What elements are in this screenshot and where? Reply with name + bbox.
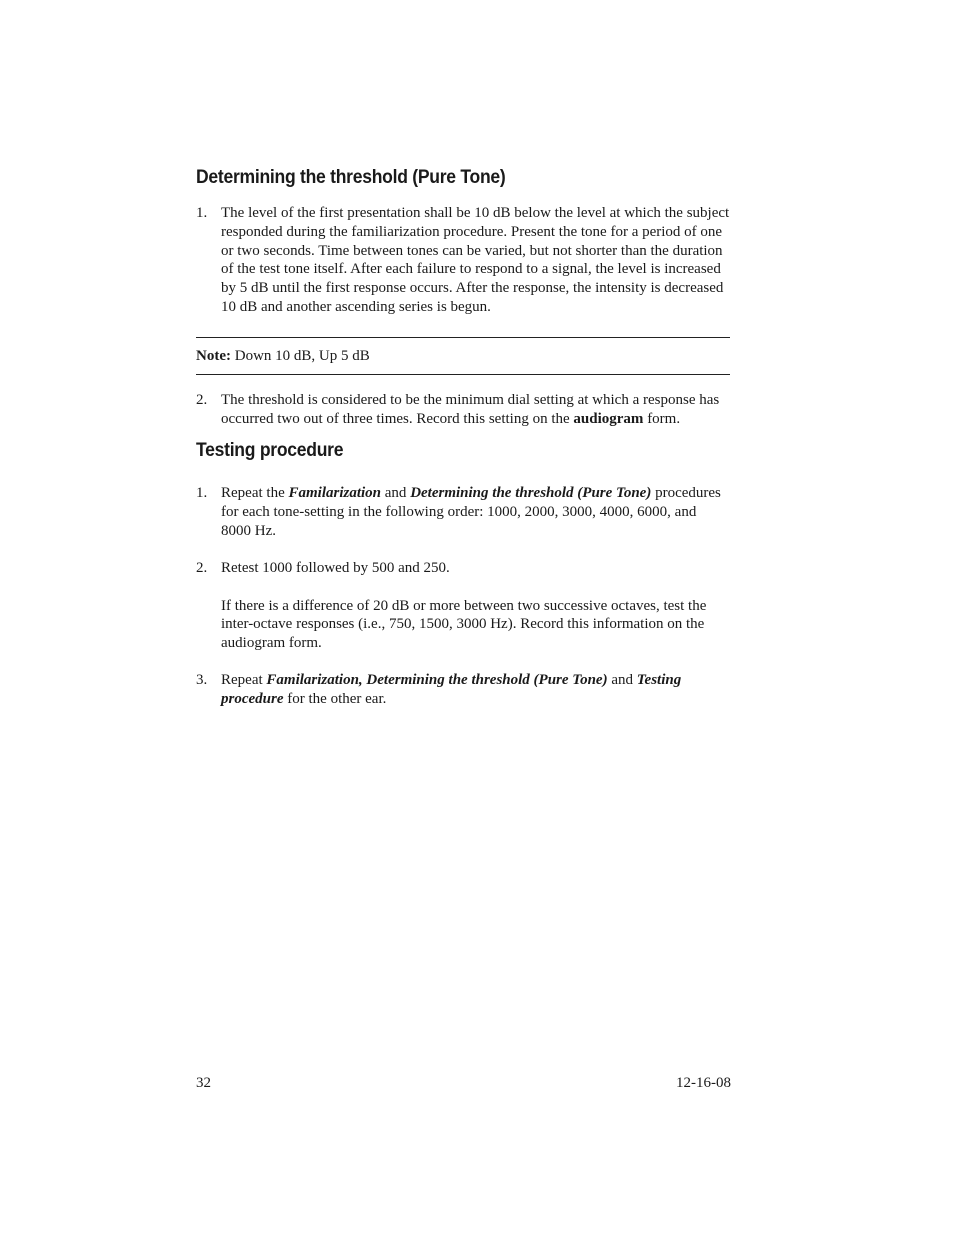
list-number: 2.: [196, 392, 208, 408]
list-item-testing-3: [196, 671, 730, 709]
list-item-text: Retest 1000 followed by 500 and 250.: [221, 560, 450, 576]
testing-procedure-ref: Testing procedure: [221, 672, 682, 707]
list-item-testing-1: [196, 484, 730, 540]
audiogram-term: audiogram: [573, 410, 644, 427]
list-number: 1.: [196, 205, 208, 221]
list-item-text: Repeat Familarization, Determining the threshold (Pure Tone) and Testing procedure for the other ear.: [221, 672, 682, 707]
list-item-text: Repeat the Familarization and Determining the threshold (Pure Tone) procedures for each tone-setting in the following order: 1000, 2000, 3000, 4000, 6000, and 8000 Hz.: [221, 485, 721, 539]
procedures-ref: Familarization, Determining the threshold (Pure Tone): [266, 672, 608, 688]
page-number: 32: [196, 1075, 211, 1091]
revision-date: 12-16-08: [676, 1075, 731, 1091]
list-item-threshold-1: [196, 204, 730, 317]
list-item-text: The threshold is considered to be the minimum dial setting at which a response has occurred two out of three times. Record this setting on the audiogram form.: [221, 392, 720, 427]
list-item-testing-2: [196, 559, 730, 653]
note-bottom-rule: [196, 374, 730, 375]
section-heading-testing: Testing procedure: [196, 439, 344, 461]
list-number: 1.: [196, 485, 208, 501]
list-item-threshold-2: [196, 391, 730, 429]
note-top-rule: [196, 337, 730, 338]
note-label: Note:: [196, 348, 231, 364]
list-item-paragraph: If there is a difference of 20 dB or more between two successive octaves, test the inter-octave responses (i.e., 750, 1500, 3000 Hz). Record this information on the audiogram form.: [221, 597, 707, 652]
note-text: Down 10 dB, Up 5 dB: [230, 348, 370, 364]
list-number: 3.: [196, 672, 208, 688]
threshold-ref: Determining the threshold (Pure Tone): [410, 485, 652, 501]
list-number: 2.: [196, 560, 208, 576]
section-heading-threshold: Determining the threshold (Pure Tone): [196, 166, 506, 188]
familiarization-ref: Familarization: [288, 485, 382, 501]
list-item-text: The level of the first presentation shall be 10 dB below the level at which the subject responded during the familiarization procedure. Present the tone for a period of one or two seconds. Time between tones can be varied, but not shorter than the duration of the test tone itself. After each failure to respond to a signal, the level is increased by 5 dB until the first response occurs. After the response, the intensity is decreased 10 dB and another ascending series is begun.: [221, 205, 730, 315]
note-box: [196, 347, 370, 365]
